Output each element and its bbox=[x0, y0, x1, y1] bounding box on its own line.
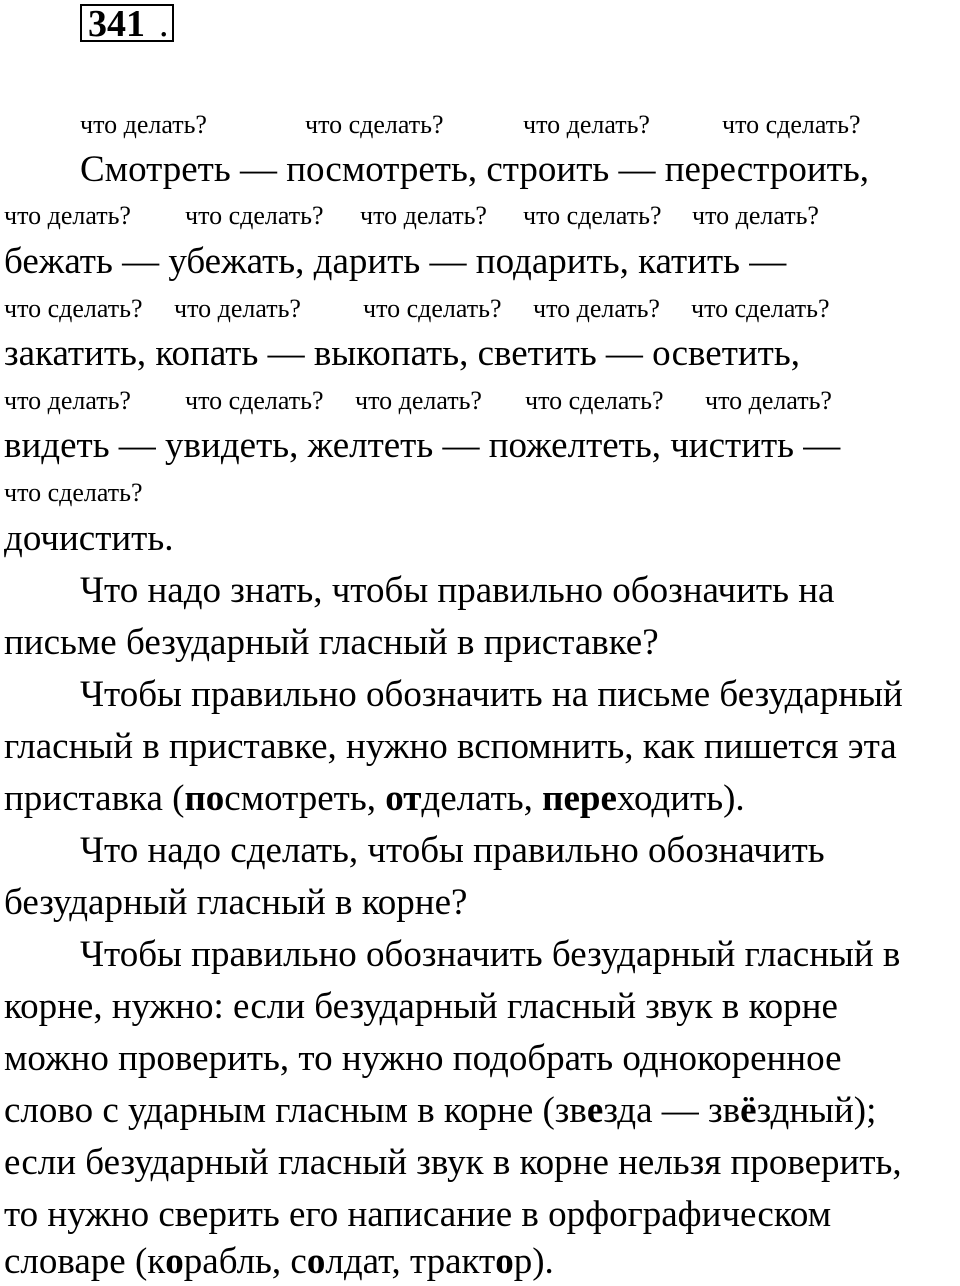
answer-text: Чтобы правильно обозначить безударный гласный в bbox=[80, 934, 901, 975]
answer-text: гласный в приставке, нужно вспомнить, как пишется эта bbox=[4, 726, 897, 767]
question-label: что сделать? bbox=[305, 110, 444, 139]
question-label: что делать? bbox=[355, 386, 482, 415]
question-label: что делать? bbox=[80, 110, 207, 139]
question-label: что сделать? bbox=[691, 294, 830, 323]
answer-text: можно проверить, то нужно подобрать однокоренное bbox=[4, 1038, 842, 1079]
answer-text: если безударный гласный звук в корне нельзя проверить, bbox=[4, 1142, 902, 1183]
text-fragment: словаре (к bbox=[4, 1241, 166, 1282]
text-fragment: делать, bbox=[421, 778, 543, 819]
answer-text-with-examples bbox=[4, 1089, 876, 1133]
question-text: Что надо знать, чтобы правильно обозначить на bbox=[80, 570, 835, 611]
vowel-highlight: о bbox=[495, 1241, 514, 1282]
question-label: что делать? bbox=[4, 201, 131, 230]
question-label: что сделать? bbox=[525, 386, 664, 415]
word-pairs-line: бежать — убежать, дарить — подарить, катить — bbox=[4, 241, 787, 282]
text-fragment: здный); bbox=[756, 1090, 877, 1131]
question-label: что сделать? bbox=[4, 478, 143, 507]
question-label: что делать? bbox=[705, 386, 832, 415]
text-fragment: приставка ( bbox=[4, 778, 185, 819]
answer-text: Чтобы правильно обозначить на письме безударный bbox=[80, 674, 903, 715]
question-label: что сделать? bbox=[523, 201, 662, 230]
text-fragment: слово с ударным гласным в корне (зв bbox=[4, 1090, 587, 1131]
question-label: что делать? bbox=[692, 201, 819, 230]
prefix-highlight: пере bbox=[542, 778, 617, 819]
question-label: что сделать? bbox=[722, 110, 861, 139]
question-label: что делать? bbox=[4, 386, 131, 415]
word-pairs-line: закатить, копать — выкопать, светить — осветить, bbox=[4, 333, 800, 374]
question-label: что делать? bbox=[174, 294, 301, 323]
question-label: что делать? bbox=[360, 201, 487, 230]
answer-text-with-examples bbox=[4, 777, 745, 821]
question-label: что делать? bbox=[533, 294, 660, 323]
text-fragment: смотреть, bbox=[224, 778, 386, 819]
vowel-highlight: е bbox=[586, 1090, 604, 1131]
word-pairs-line: видеть — увидеть, желтеть — пожелтеть, чистить — bbox=[4, 425, 841, 466]
question-label: что делать? bbox=[523, 110, 650, 139]
question-label: что сделать? bbox=[185, 201, 324, 230]
text-fragment: зда — зв bbox=[603, 1090, 741, 1131]
question-label: что сделать? bbox=[363, 294, 502, 323]
question-label: что сделать? bbox=[185, 386, 324, 415]
answer-text: то нужно сверить его написание в орфографическом bbox=[4, 1194, 832, 1235]
vowel-highlight: о bbox=[165, 1241, 184, 1282]
exercise-number: 341 bbox=[88, 3, 145, 45]
vowel-highlight: ё bbox=[740, 1090, 757, 1131]
text-fragment: рабль, с bbox=[183, 1241, 307, 1282]
word-pairs-line: Смотреть — посмотреть, строить — перестроить, bbox=[80, 149, 869, 190]
prefix-highlight: от bbox=[385, 778, 422, 819]
exercise-number-dot: . bbox=[159, 3, 169, 45]
answer-text-with-examples bbox=[4, 1240, 554, 1284]
question-text: безударный гласный в корне? bbox=[4, 882, 468, 923]
text-fragment: р). bbox=[513, 1241, 554, 1282]
question-label: что сделать? bbox=[4, 294, 143, 323]
vowel-highlight: о bbox=[306, 1241, 326, 1282]
word-pairs-line: дочистить. bbox=[4, 518, 174, 559]
prefix-highlight: по bbox=[184, 778, 225, 819]
question-text: письме безударный гласный в приставке? bbox=[4, 622, 659, 663]
question-text: Что надо сделать, чтобы правильно обозначить bbox=[80, 830, 825, 871]
text-fragment: ходить). bbox=[616, 778, 745, 819]
answer-text: корне, нужно: если безударный гласный звук в корне bbox=[4, 986, 838, 1027]
text-fragment: лдат, тракт bbox=[325, 1241, 496, 1282]
